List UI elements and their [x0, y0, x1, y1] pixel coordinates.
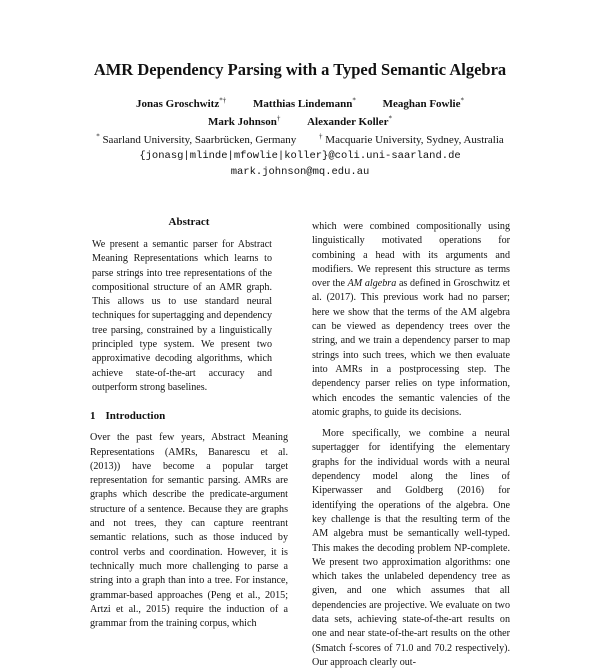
- abstract-text: We present a semantic parser for Abstract Meaning Representations which learns to parse strings into tree representations of the compositional structure of an AMR graph. This allows us to use standard neural techniques for supertagging and dependency tree parsing, constrained by a linguistically principled type system. We present two approximative decoding algorithms, which achieve state-of-the-art accuracy and outperform strong baselines.: [92, 239, 272, 393]
- email-saarland: {jonasg|mlinde|mfowlie|koller}@coli.uni-saarland.de: [139, 150, 461, 162]
- author-line-2: [0, 116, 600, 128]
- affiliation-saarland: * Saarland University, Saarbrücken, Germany: [96, 132, 297, 146]
- author-fowlie: Meaghan Fowlie*: [382, 96, 464, 110]
- email-macquarie: mark.johnson@mq.edu.au: [230, 166, 370, 178]
- intro-paragraph-continued: which were combined compositionally using linguistically motivated operations for combining a head with its arguments and modifiers. We represent this structure as terms over the AM algebra as defined in Groschwitz et al. (2017). This previous work had no parser; here we show that the terms of the AM algebra can be viewed as dependency trees over the string, and we train a dependency parser to map strings into such trees, which we then evaluate into AMRs in a postprocessing step. The dependency parser relies on type information, which encodes the semantic valencies of the atomic graphs, to guide its decisions.: [312, 221, 510, 418]
- right-column: [312, 220, 510, 670]
- section-heading-introduction: [90, 410, 288, 422]
- intro-paragraph-2: More specifically, we combine a neural supertagger for identifying the elementary graphs for the individual words with a neural dependency model along the lines of Kiperwasser and Goldberg (2016) for identifying the operations of the algebra. One key challenge is that the resulting term of the AM algebra must be semantically well-typed. This makes the decoding problem NP-complete. We present two approximation algorithms: one which takes the unlabeled dependency tree as given, and one which assumes that all dependencies are projective. We evaluate on two data sets, achieving state-of-the-art results on one and near state-of-the-art results on the other (Smatch f-scores of 71.0 and 70.2 respectively). Our approach clearly out-: [312, 428, 510, 668]
- author-koller: Alexander Koller*: [307, 114, 392, 128]
- author-groschwitz: Jonas Groschwitz*†: [136, 96, 227, 110]
- am-algebra-term: AM algebra: [347, 278, 397, 290]
- section-number: 1: [90, 410, 96, 423]
- author-johnson: Mark Johnson†: [208, 114, 281, 128]
- paper-title: AMR Dependency Parsing with a Typed Semantic Algebra: [93, 60, 507, 79]
- section-title: Introduction: [105, 410, 166, 423]
- affiliation-macquarie: † Macquarie University, Sydney, Australia: [319, 132, 504, 146]
- abstract-heading: Abstract: [168, 216, 210, 228]
- author-lindemann: Matthias Lindemann*: [252, 96, 356, 110]
- author-line-1: [0, 98, 600, 110]
- left-column: [90, 216, 288, 631]
- intro-paragraph-1: Over the past few years, Abstract Meaning Representations (AMRs, Banarescu et al. (2013)) have become a popular target representation for semantic parsing. AMRs are graphs which describe the predicate-argument structure of a sentence. Because they are graphs and not trees, they can capture reentrant semantic relations, such as those induced by control verbs and coordination. However, it is technically much more challenging to parse a string into a graph than into a tree. For instance, grammar-based approaches (Peng et al., 2015; Artzi et al., 2015) require the induction of a grammar from the training corpus, which: [90, 432, 288, 630]
- affiliations: [0, 134, 600, 146]
